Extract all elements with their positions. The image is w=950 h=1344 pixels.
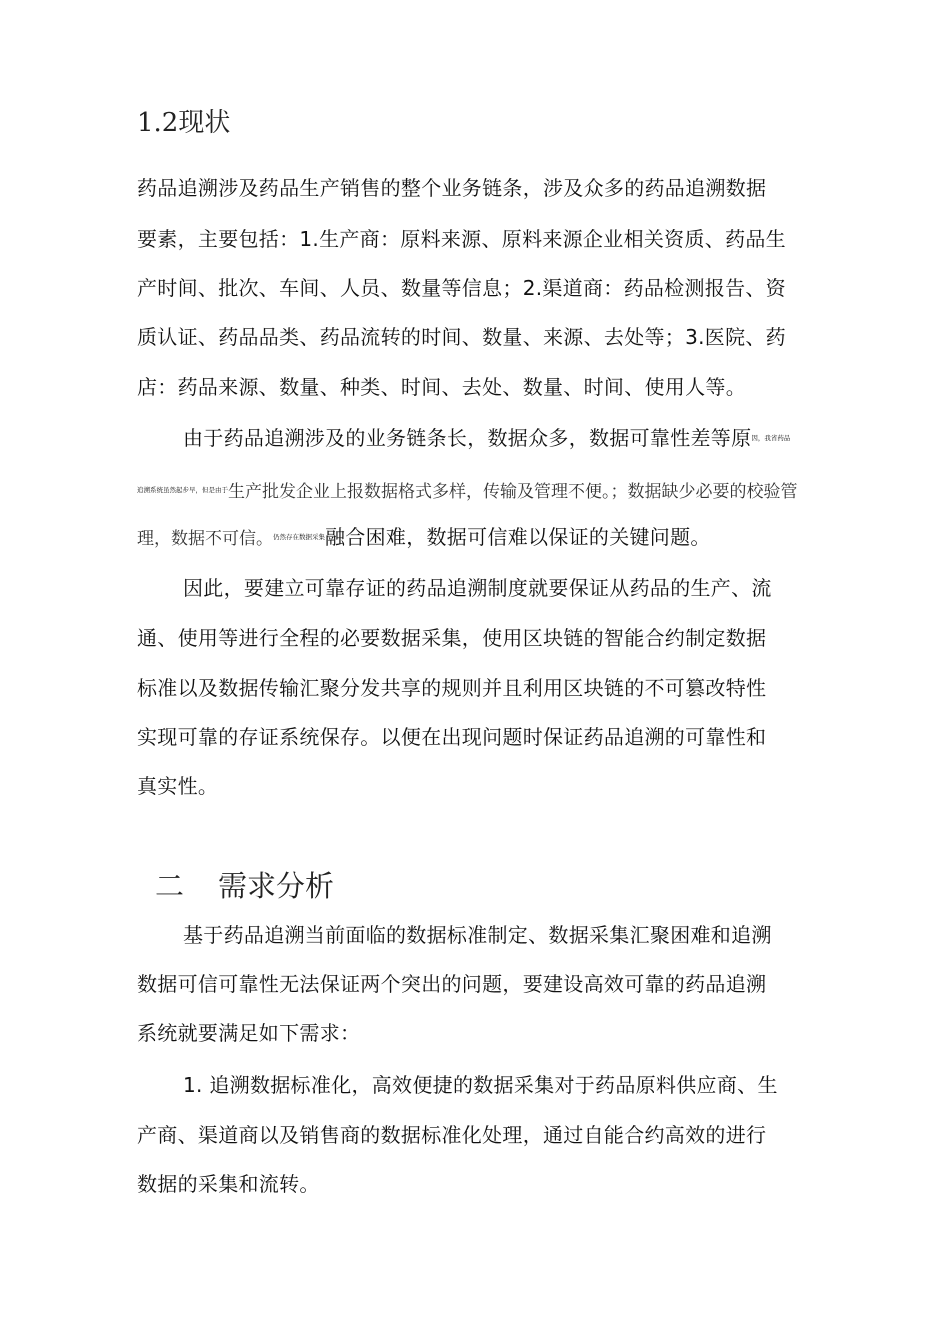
paragraph-line: 通、使用等进行全程的必要数据采集，使用区块链的智能合约制定数据	[137, 626, 767, 650]
paragraph-line: 系统就要满足如下需求：	[137, 1021, 361, 1045]
paragraph-line: 数据可信可靠性无法保证两个突出的问题，要建设高效可靠的药品追溯	[137, 972, 767, 996]
main-text: 由于药品追溯涉及的业务链条长，数据众多，数据可靠性差等原	[183, 426, 752, 450]
paragraph-line: 质认证、药品品类、药品流转的时间、数量、来源、去处等；3.医院、药	[137, 325, 786, 349]
paragraph-line	[137, 476, 798, 506]
tiny-text: 追溯系统虽然起步早，但是由于	[137, 486, 228, 494]
paragraph-line: 药品追溯涉及药品生产销售的整个业务链条，涉及众多的药品追溯数据	[137, 176, 767, 200]
main-text: 融合困难，数据可信难以保证的关键问题。	[325, 525, 711, 549]
tiny-text: 因，我省药品	[751, 434, 791, 442]
section-heading: 需求分析	[218, 869, 335, 903]
paragraph-line: 产时间、批次、车间、人员、数量等信息；2.渠道商：药品检测报告、资	[137, 276, 786, 300]
paragraph-line: 要素，主要包括：1.生产商：原料来源、原料来源企业相关资质、药品生	[137, 227, 786, 251]
list-item: 1. 追溯数据标准化，高效便捷的数据采集对于药品原料供应商、生	[183, 1073, 778, 1097]
paragraph-line: 基于药品追溯当前面临的数据标准制定、数据采集汇聚困难和追溯	[183, 923, 772, 947]
paragraph-line: 因此，要建立可靠存证的药品追溯制度就要保证从药品的生产、流	[183, 576, 772, 600]
paragraph-line: 真实性。	[137, 774, 219, 798]
section-heading: 1.2现状	[137, 108, 231, 138]
paragraph-line: 数据的采集和流转。	[137, 1172, 320, 1196]
paragraph-line: 产商、渠道商以及销售商的数据标准化处理，通过自能合约高效的进行	[137, 1123, 767, 1147]
paragraph-line: 店：药品来源、数量、种类、时间、去处、数量、时间、使用人等。	[137, 375, 746, 399]
paragraph-line: 标准以及数据传输汇聚分发共享的规则并且利用区块链的不可篡改特性	[137, 676, 767, 700]
serif-text: 理，数据不可信。	[137, 529, 273, 549]
serif-text: 生产批发企业上报数据格式多样，传输及管理不便。；数据缺少必要的校验管	[228, 482, 798, 502]
tiny-text: 仍然存在数据采集	[273, 533, 325, 541]
paragraph-line	[137, 523, 711, 553]
section-number: 二	[155, 869, 185, 903]
paragraph-line: 实现可靠的存证系统保存。以便在出现问题时保证药品追溯的可靠性和	[137, 725, 767, 749]
paragraph-line	[183, 424, 790, 452]
